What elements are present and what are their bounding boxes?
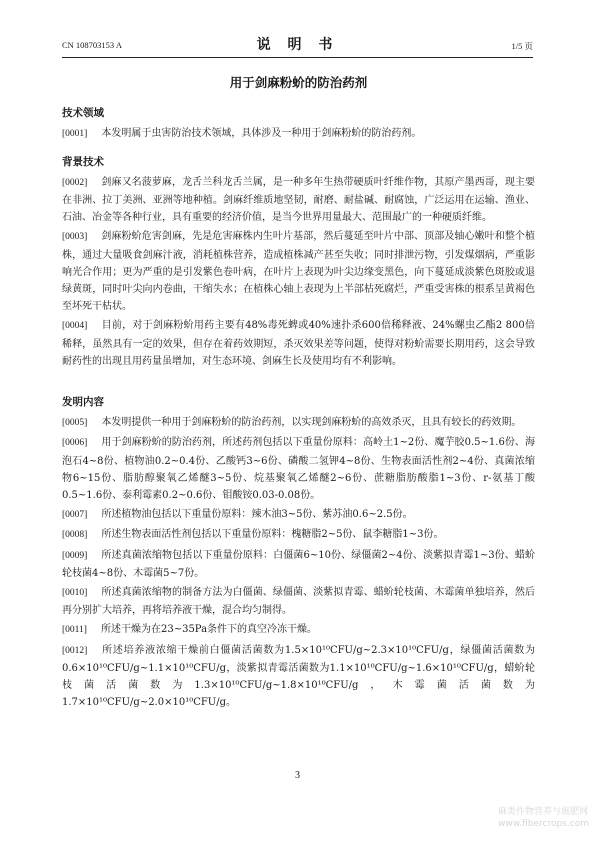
- section-heading: 发明内容: [62, 396, 104, 409]
- watermark-url: www.fibercrops.com: [498, 819, 589, 829]
- section-heading: 技术领域: [62, 107, 104, 120]
- paragraph-text: 所述生物表面活性剂包括以下重量份原料：槐糖脂2~5份、鼠李糖脂1~3份。: [101, 529, 444, 541]
- paragraph-text: 剑麻粉蚧危害剑麻，先是危害麻株内生叶片基部，然后蔓延至叶片中部、顶部及轴心嫩叶和整个植株，通过大量吸食剑麻汁液，消耗植株营养，造成植株减产甚至失收；同时排泄污物，引发煤烟病，严重影响光合作用；更为严重的是引发紫色卷叶病，在叶片上表现为叶尖边缘变黑色，向下蔓延成淡紫色斑胶或退绿黄斑，同时叶尖向内卷曲，干缩失水；在植株心轴上表现为上半部枯死腐烂，严重受害株的根系呈黄褐色至坏死干枯状。: [62, 231, 535, 313]
- paragraph: [62, 414, 535, 432]
- document-body: [62, 74, 535, 714]
- paragraph-text: 剑麻又名菠萝麻，龙舌兰科龙舌兰属，是一种多年生热带硬质叶纤维作物，其原产墨西哥，现主要在非洲、拉丁美洲、亚洲等地种植。剑麻纤维质地坚韧，耐磨、耐盐碱、耐腐蚀，广泛运用在运输、渔业、石油、冶金等各种行业，具有重要的经济价值，是当今世界用量最大、范围最广的一种硬质纤维。: [62, 176, 535, 224]
- section-heading: 背景技术: [62, 155, 104, 168]
- paragraph-number: [0012]: [62, 645, 88, 656]
- paragraph: [62, 174, 535, 227]
- paragraph-number: [0003]: [62, 232, 88, 243]
- page-number: 3: [295, 770, 300, 781]
- paragraph-text: 所述植物油包括以下重量份原料：辣木油3~5份、紫苏油0.6~2.5份。: [101, 509, 413, 521]
- paragraph-number: [0006]: [62, 438, 88, 449]
- document-type: 说 明 书: [256, 37, 339, 53]
- paragraph: [62, 317, 535, 370]
- patent-number: CN 108703153 A: [62, 40, 122, 50]
- paragraph: [62, 584, 535, 619]
- paragraph: [62, 506, 535, 524]
- watermark: [498, 806, 589, 830]
- paragraph-text: 目前，对于剑麻粉蚧用药主要有48%毒死蜱或40%速扑杀600倍稀释液、24%螺虫乙酯2 800倍稀释，虽然具有一定的效果，但存在着药效期短，杀灭效果差等问题，使得对粉蚧需要长期用药，这会导致耐药性的出现且用药量虽增加，对生态环境、剑麻生长及使用均有不利影响。: [62, 320, 535, 367]
- paragraph-number: [0011]: [62, 625, 87, 636]
- paragraph-number: [0001]: [62, 129, 88, 140]
- paragraph: [62, 434, 535, 504]
- paragraph-text: 用于剑麻粉蚧的防治药剂，所述药剂包括以下重量份原料：高岭土1~2份、魔芋胶0.5~1.6份、海泡石4~8份、植物油0.2~0.4份、乙酸钙3~6份、磷酸二氢钾4~8份、生物表面活性剂2~4份、真菌浓缩物6~15份、脂肪醇聚氧乙烯醚3~5份、烷基聚氧乙烯醚2~6份、蔗糖脂肪酸脂1~3份、r-氨基丁酸0.5~1.6份、泰利霉素0.2~0.6份、钼酸铵0.03-0.08份。: [62, 437, 535, 502]
- page-info: 1/5 页: [511, 41, 533, 51]
- paragraph-number: [0010]: [62, 588, 88, 599]
- paragraph-text: 所述培养液浓缩干燥前白僵菌活菌数为1.5×10¹⁰CFU/g~2.3×10¹⁰CFU/g，绿僵菌活菌数为0.6×10¹⁰CFU/g~1.1×10¹⁰CFU/g，淡紫拟青霉活菌数为1.1×10¹⁰CFU/g~1.6×10¹⁰CFU/g，蜡蚧轮枝菌活菌数为1.3×10¹⁰CFU/g~1.8×10¹⁰CFU/g，木霉菌活菌数为1.7×10¹⁰CFU/g~2.0×10¹⁰CFU/g。: [62, 644, 535, 709]
- document-title: 用于剑麻粉蚧的防治药剂: [229, 75, 368, 90]
- paragraph-number: [0004]: [62, 321, 88, 332]
- paragraph-text: 本发明属于虫害防治技术领域，具体涉及一种用于剑麻粉蚧的防治药剂。: [101, 128, 422, 140]
- paragraph: [62, 526, 535, 544]
- paragraph-number: [0005]: [62, 418, 88, 429]
- paragraph-text: 所述干燥为在23~35Pa条件下的真空冷冻干燥。: [100, 624, 318, 636]
- watermark-title: 麻类作物营养与施肥网: [498, 807, 589, 817]
- paragraph-number: [0007]: [62, 510, 88, 521]
- section-spacer: [62, 372, 535, 384]
- paragraph: [62, 228, 535, 315]
- paragraph: [62, 125, 535, 143]
- paragraph-text: 所述真菌浓缩物包括以下重量份原料：白僵菌6~10份、绿僵菌2~4份、淡紫拟青霉1~3份、蜡蚧轮枝菌4~8份、木霉菌5~7份。: [62, 549, 535, 579]
- paragraph-number: [0009]: [62, 550, 88, 561]
- paragraph: [62, 621, 535, 639]
- paragraph-text: 本发明提供一种用于剑麻粉蚧的防治药剂，以实现剑麻粉蚧的高效杀灭，且具有较长的药效期。: [101, 417, 522, 429]
- paragraph-number: [0002]: [62, 177, 88, 188]
- paragraph: [62, 642, 535, 712]
- paragraph-number: [0008]: [62, 530, 88, 541]
- page-header: [62, 34, 533, 56]
- paragraph-text: 所述真菌浓缩物的制备方法为白僵菌、绿僵菌、淡紫拟青霉、蜡蚧轮枝菌、木霉菌单独培养，然后再分别扩大培养，再将培养液干燥，混合均匀制得。: [62, 587, 535, 617]
- paragraph: [62, 547, 535, 582]
- header-divider: [62, 57, 533, 58]
